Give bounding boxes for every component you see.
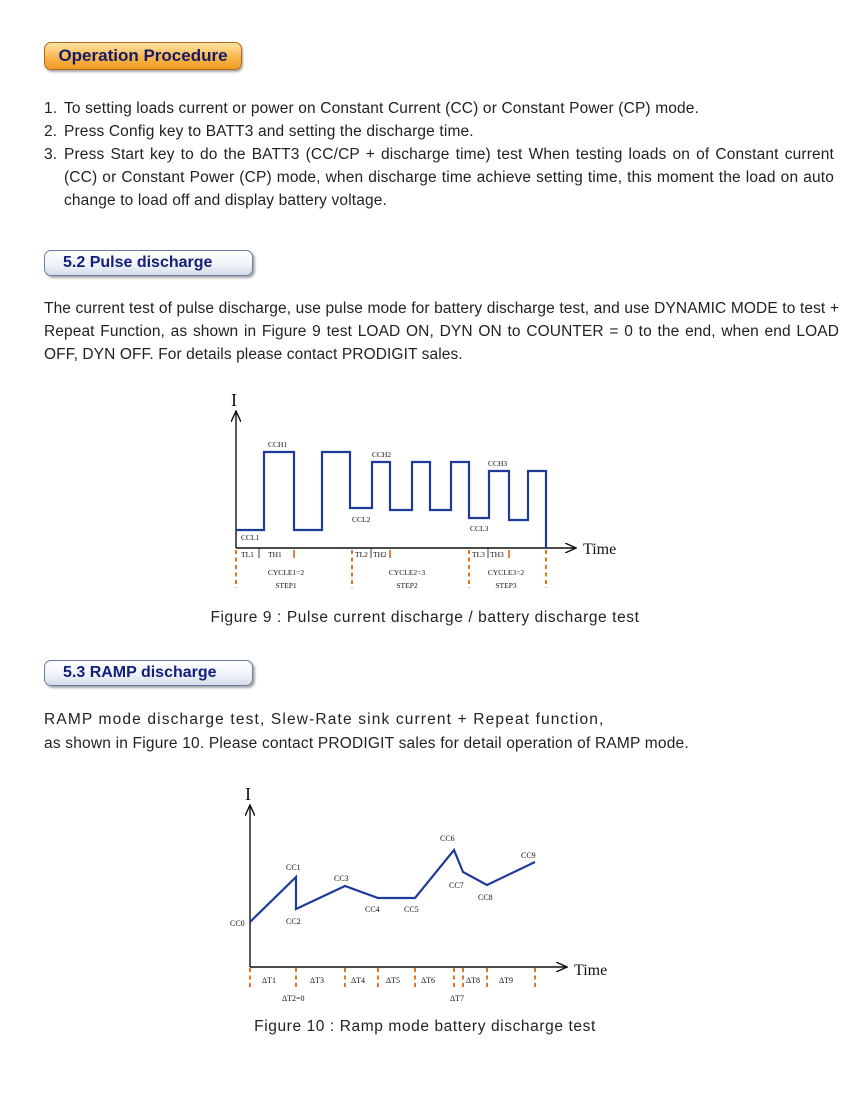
- interval-dt2: ΔT2=0: [282, 994, 305, 1003]
- step2-label: STEP2: [396, 581, 418, 590]
- list-item: [44, 143, 834, 212]
- ramp-body-line2: as shown in Figure 10. Please contact PRODIGIT sales for detail operation of RAMP mode.: [44, 735, 689, 752]
- point-cc7: CC7: [449, 881, 464, 890]
- interval-dt6: ΔT6: [421, 976, 436, 985]
- segment-tl1: TL1: [241, 550, 254, 559]
- segment-th1: TH1: [268, 550, 282, 559]
- list-item: [44, 120, 834, 143]
- point-cc3: CC3: [334, 874, 349, 883]
- interval-dt5: ΔT5: [386, 976, 401, 985]
- interval-dt7: ΔT7: [450, 994, 465, 1003]
- point-cc8: CC8: [478, 893, 493, 902]
- figure9-diagram: [0, 370, 850, 610]
- figure9-y-label: I: [231, 390, 237, 410]
- figure9-caption: Figure 9 : Pulse current discharge / battery discharge test: [210, 609, 640, 626]
- point-cc5: CC5: [404, 905, 419, 914]
- procedure-list: [44, 97, 834, 212]
- cycle2-label: CYCLE2=3: [388, 568, 426, 577]
- interval-dt3: ΔT3: [310, 976, 325, 985]
- list-item-number: 3.: [44, 146, 58, 163]
- segment-th2: TH2: [373, 550, 387, 559]
- label-ccl1: CCL1: [241, 533, 260, 542]
- point-cc9: CC9: [521, 851, 536, 860]
- list-item-number: 1.: [44, 100, 58, 117]
- pulse-body-text: The current test of pulse discharge, use pulse mode for battery discharge test, and use DYNAMIC MODE to test + Repeat Function, as shown in Figure 9 test LOAD ON, DYN ON to COUNTER = 0 to the end, when end LOAD OFF, DYN OFF. For details please contact PRODIGIT sales.: [44, 300, 839, 363]
- point-cc6: CC6: [440, 834, 455, 843]
- label-cch3: CCH3: [488, 459, 508, 468]
- ramp-section-badge: 5.3 RAMP discharge: [44, 660, 253, 686]
- list-item-number: 2.: [44, 123, 58, 140]
- point-cc4: CC4: [365, 905, 380, 914]
- figure10-y-label: I: [245, 784, 251, 804]
- figure10-caption: Figure 10 : Ramp mode battery discharge test: [254, 1018, 596, 1035]
- ramp-body-text: [44, 708, 844, 756]
- interval-dt8: ΔT8: [466, 976, 481, 985]
- label-ccl3: CCL3: [470, 524, 489, 533]
- segment-th3: TH3: [490, 550, 504, 559]
- label-cch2: CCH2: [372, 450, 392, 459]
- label-cch1: CCH1: [268, 440, 288, 449]
- step1-label: STEP1: [275, 581, 297, 590]
- step3-label: STEP3: [495, 581, 517, 590]
- operation-procedure-badge: Operation Procedure: [44, 42, 242, 70]
- segment-tl3: TL3: [472, 550, 485, 559]
- label-ccl2: CCL2: [352, 515, 371, 524]
- ramp-body-line1: RAMP mode discharge test, Slew-Rate sink current + Repeat function,: [44, 711, 605, 728]
- list-item-text: To setting loads current or power on Constant Current (CC) or Constant Power (CP) mode.: [64, 100, 700, 117]
- list-item-text: Press Config key to BATT3 and setting the discharge time.: [64, 123, 474, 140]
- point-cc1: CC1: [286, 863, 301, 872]
- interval-dt9: ΔT9: [499, 976, 514, 985]
- figure9-x-label: Time: [583, 541, 617, 558]
- cycle1-label: CYCLE1=2: [267, 568, 305, 577]
- pulse-section-badge: 5.2 Pulse discharge: [44, 250, 253, 276]
- list-item: [44, 97, 834, 120]
- segment-tl2: TL2: [355, 550, 368, 559]
- interval-dt4: ΔT4: [351, 976, 366, 985]
- cycle3-label: CYCLE3=2: [487, 568, 525, 577]
- point-cc2: CC2: [286, 917, 301, 926]
- interval-dt1: ΔT1: [262, 976, 277, 985]
- figure10-x-label: Time: [574, 962, 608, 979]
- point-cc0: CC0: [230, 919, 245, 928]
- list-item-text: Press Start key to do the BATT3 (CC/CP + discharge time) test When testing loads on of Constant current (CC) or Constant Power (CP) mode, when discharge time achieve setting time, this moment the load on auto change to load off and display battery voltage.: [64, 146, 834, 209]
- figure10-waveform: [250, 850, 535, 922]
- figure10-diagram: [0, 770, 850, 1020]
